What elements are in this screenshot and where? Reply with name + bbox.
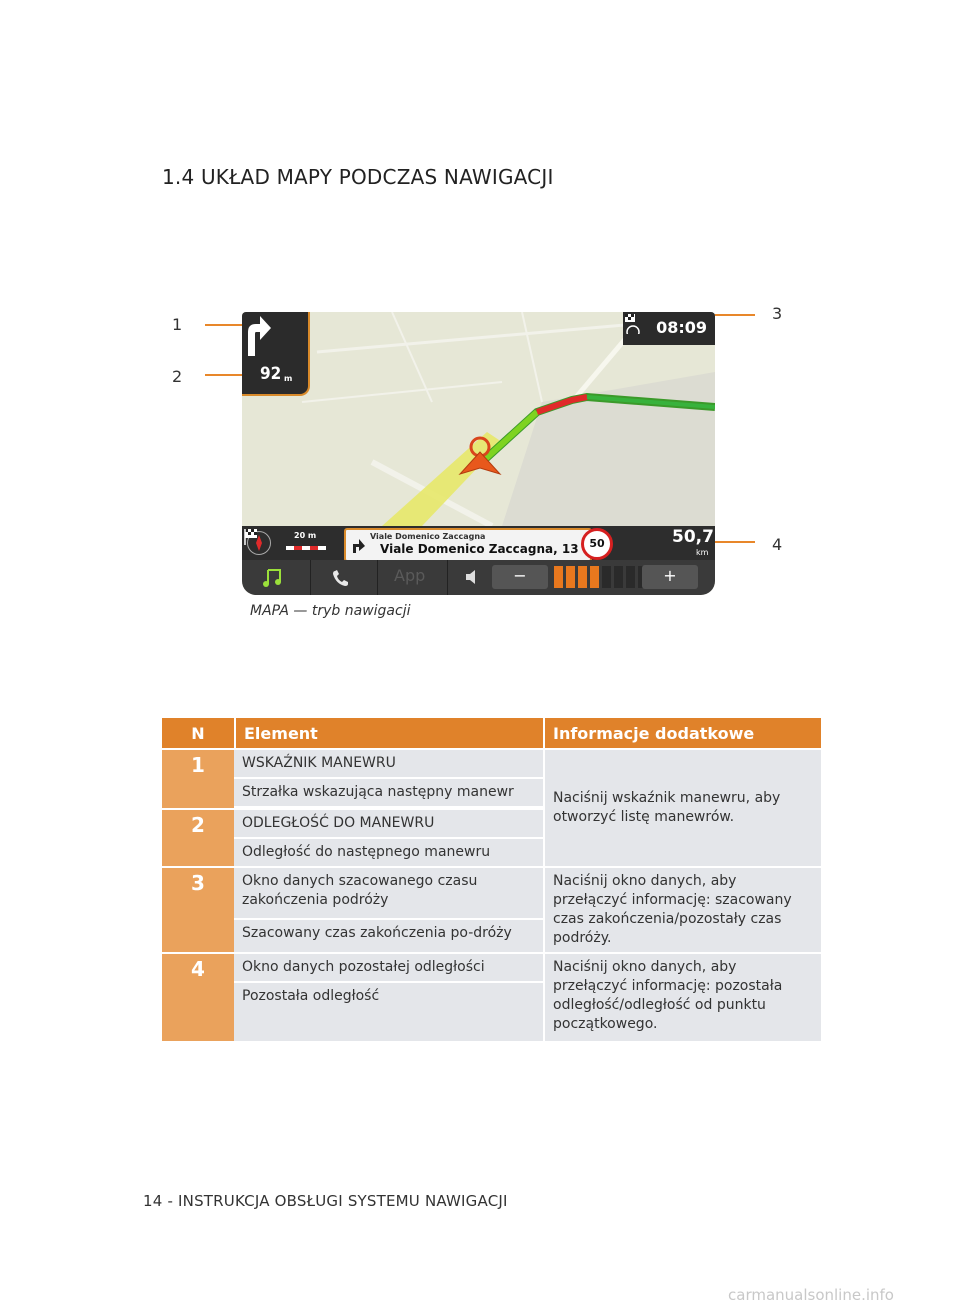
volume-segment bbox=[554, 566, 563, 588]
maneuver-distance-unit: m bbox=[284, 374, 293, 383]
eta-data-window[interactable] bbox=[623, 312, 715, 345]
control-bar bbox=[242, 560, 715, 595]
speaker-icon bbox=[464, 569, 480, 585]
watermark: carmanualsonline.info bbox=[728, 1286, 894, 1304]
table-row bbox=[162, 748, 821, 779]
volume-segment bbox=[566, 566, 575, 588]
map-scale-label: 20 m bbox=[294, 531, 317, 540]
row-number: 3 bbox=[162, 866, 234, 952]
callout-3: 3 bbox=[772, 304, 783, 323]
page-footer: 14 - INSTRUKCJA OBSŁUGI SYSTEMU NAWIGACJI bbox=[143, 1192, 508, 1210]
music-icon[interactable] bbox=[262, 568, 284, 588]
callout-4: 4 bbox=[772, 535, 783, 554]
row-number: 1 bbox=[162, 748, 234, 808]
header-element: Element bbox=[234, 718, 543, 748]
finish-flag-icon bbox=[242, 526, 262, 546]
current-street-label: Viale Domenico Zaccagna, 13 bbox=[380, 542, 579, 556]
control-separator bbox=[447, 560, 448, 595]
next-street-label: Viale Domenico Zaccagna bbox=[370, 532, 486, 541]
map-scale-bar bbox=[286, 546, 326, 550]
additional-info: Naciśnij wskaźnik manewru, aby otworzyć listę manewrów. bbox=[543, 748, 821, 866]
volume-segment bbox=[602, 566, 611, 588]
row-number: 4 bbox=[162, 952, 234, 1041]
remaining-distance-unit: km bbox=[696, 548, 709, 557]
volume-segment bbox=[590, 566, 599, 588]
page-heading: 1.4 UKŁAD MAPY PODCZAS NAWIGACJI bbox=[162, 165, 554, 189]
table-row bbox=[162, 952, 821, 983]
element-description: Odległość do następnego manewru bbox=[234, 839, 543, 866]
eta-time: 08:09 bbox=[656, 318, 707, 337]
header-n: N bbox=[162, 718, 234, 748]
element-description: Szacowany czas zakończenia po-dróży bbox=[234, 920, 543, 952]
volume-segment bbox=[626, 566, 635, 588]
maneuver-indicator[interactable] bbox=[242, 312, 310, 396]
finish-flag-clock-icon bbox=[623, 312, 641, 334]
volume-segment bbox=[614, 566, 623, 588]
speed-limit-sign: 50 bbox=[581, 528, 613, 560]
navigation-screen bbox=[242, 312, 715, 595]
map-info-bar bbox=[242, 526, 715, 560]
app-button[interactable]: App bbox=[394, 566, 426, 585]
element-name: WSKAŹNIK MANEWRU bbox=[234, 748, 543, 779]
element-name: Okno danych pozostałej odległości bbox=[234, 952, 543, 983]
figure-caption: MAPA — tryb nawigacji bbox=[250, 603, 411, 619]
additional-info: Naciśnij okno danych, aby przełączyć informację: szacowany czas zakończenia/pozostały czas podróży. bbox=[543, 866, 821, 952]
callout-2: 2 bbox=[172, 367, 183, 386]
volume-down-button[interactable]: − bbox=[492, 565, 548, 589]
turn-right-arrow-icon bbox=[242, 312, 272, 356]
street-name-panel[interactable] bbox=[344, 528, 592, 562]
element-description: Strzałka wskazująca następny manewr bbox=[234, 779, 543, 808]
element-name: ODLEGŁOŚĆ DO MANEWRU bbox=[234, 808, 543, 839]
callout-1: 1 bbox=[172, 315, 183, 334]
table-row bbox=[162, 866, 821, 920]
additional-info: Naciśnij okno danych, aby przełączyć informację: pozostała odległość/odległość od punktu początkowego. bbox=[543, 952, 821, 1041]
elements-table bbox=[162, 718, 821, 1041]
volume-segment bbox=[578, 566, 587, 588]
turn-small-icon bbox=[350, 536, 366, 554]
control-separator bbox=[310, 560, 311, 595]
volume-up-button[interactable]: + bbox=[642, 565, 698, 589]
element-description: Pozostała odległość bbox=[234, 983, 543, 1041]
element-name: Okno danych szacowanego czasu zakończenia podróży bbox=[234, 866, 543, 920]
phone-icon[interactable] bbox=[330, 567, 352, 589]
row-number: 2 bbox=[162, 808, 234, 866]
header-info: Informacje dodatkowe bbox=[543, 718, 821, 748]
maneuver-distance: 92 bbox=[260, 364, 282, 384]
control-separator bbox=[377, 560, 378, 595]
remaining-distance: 50,7 bbox=[672, 527, 714, 547]
